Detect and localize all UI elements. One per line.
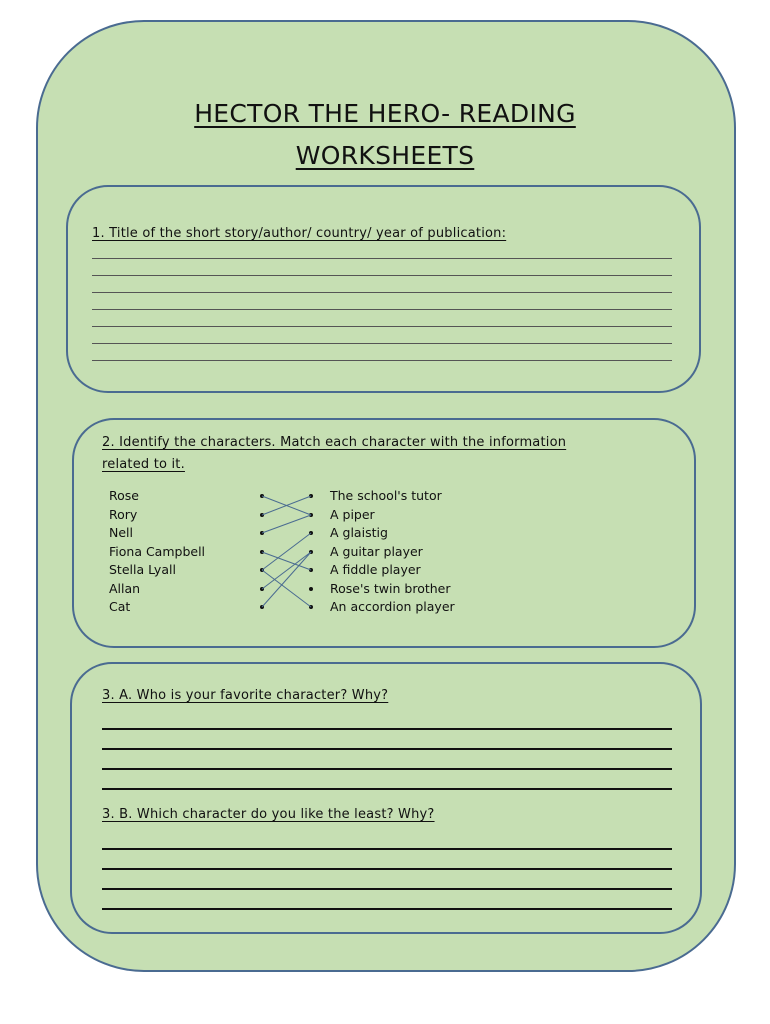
right-bullet[interactable] xyxy=(309,587,313,591)
answer-line[interactable] xyxy=(102,888,672,890)
q3a-prompt: 3. A. Who is your favorite character? Why? xyxy=(102,688,389,703)
q1-prompt: 1. Title of the short story/author/ country/ year of publication: xyxy=(92,226,507,241)
character-name: Cat xyxy=(109,599,131,614)
answer-line[interactable] xyxy=(102,788,672,790)
character-info: A piper xyxy=(330,507,375,522)
match-line xyxy=(262,570,311,607)
character-name: Fiona Campbell xyxy=(109,544,206,559)
answer-line[interactable] xyxy=(102,908,672,910)
character-name: Allan xyxy=(109,581,141,596)
answer-line[interactable] xyxy=(102,748,672,750)
character-name: Nell xyxy=(109,525,133,540)
match-line xyxy=(262,552,311,607)
character-info: A glaistig xyxy=(330,525,388,540)
q2-prompt-line2: related to it. xyxy=(102,457,185,472)
match-line xyxy=(262,533,311,570)
character-info: A fiddle player xyxy=(330,562,421,577)
character-name: Stella Lyall xyxy=(109,562,176,577)
character-name: Rose xyxy=(109,488,139,503)
answer-line[interactable] xyxy=(102,728,672,730)
character-name: Rory xyxy=(109,507,138,522)
q2-prompt-line1: 2. Identify the characters. Match each character with the information xyxy=(102,435,567,450)
character-info: An accordion player xyxy=(330,599,455,614)
worksheet-title-line2: WORKSHEETS xyxy=(295,141,475,170)
q3b-prompt: 3. B. Which character do you like the least? Why? xyxy=(102,807,435,822)
answer-line[interactable] xyxy=(102,848,672,850)
match-line xyxy=(262,515,311,533)
match-line xyxy=(262,552,311,589)
character-info: Rose's twin brother xyxy=(330,581,451,596)
worksheet-title-line1: HECTOR THE HERO- READING xyxy=(194,99,576,128)
character-info: The school's tutor xyxy=(330,488,442,503)
character-info: A guitar player xyxy=(330,544,423,559)
answer-line[interactable] xyxy=(102,768,672,770)
answer-line[interactable] xyxy=(102,868,672,870)
